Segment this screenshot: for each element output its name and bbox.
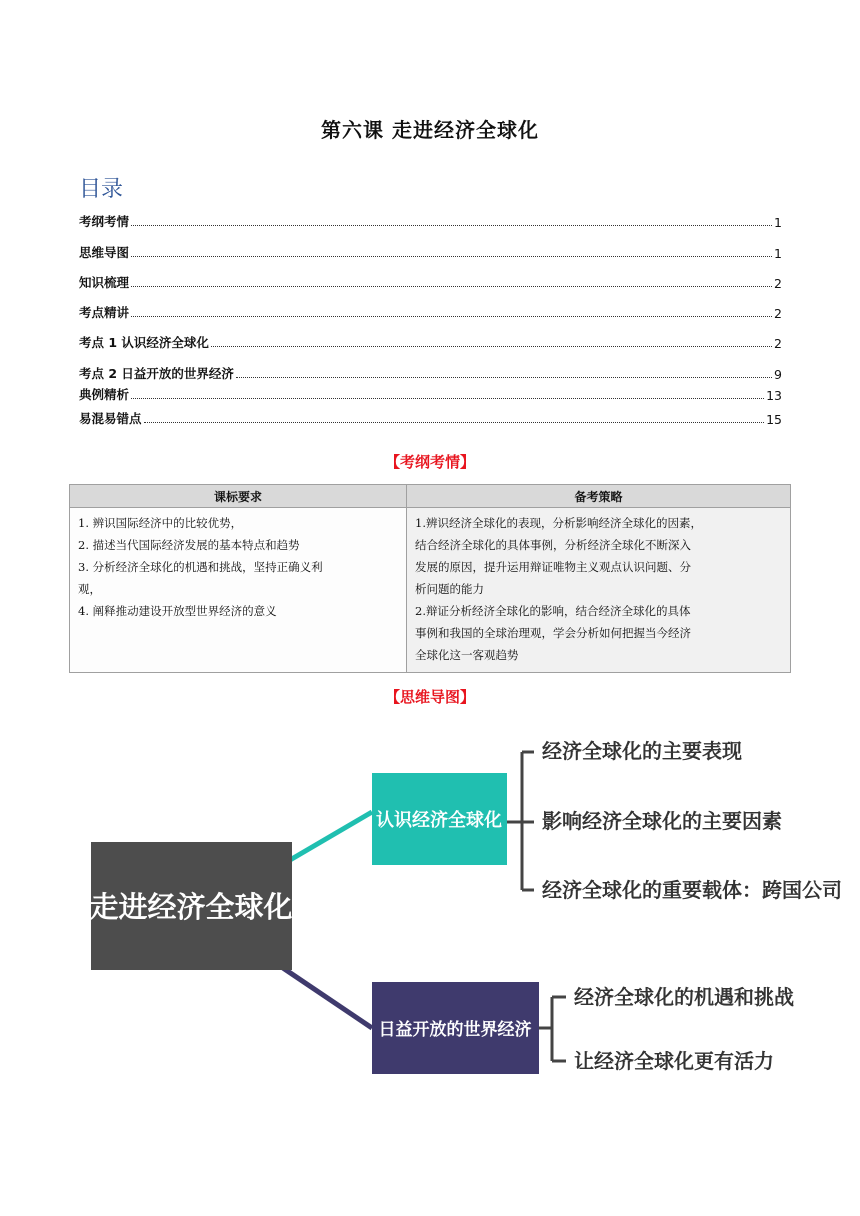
connector-branch1 [290, 812, 372, 860]
toc-entry-page: 9 [774, 367, 782, 382]
requirement-line: 2. 描述当代国际经济发展的基本特点和趋势 [78, 538, 300, 552]
root-node-label: 走进经济全球化 [89, 890, 293, 924]
branch1-node-label: 认识经济全球化 [376, 810, 502, 831]
toc-entry-label: 考纲考情 [79, 214, 130, 229]
leaf-label: 让经济全球化更有活力 [574, 1049, 774, 1073]
leaf-label: 经济全球化的机遇和挑战 [574, 985, 794, 1009]
toc-entry-page: 2 [774, 336, 782, 351]
toc-entry-page: 15 [766, 412, 782, 427]
toc-entry-label: 考点精讲 [79, 305, 130, 320]
toc-entry-page: 2 [774, 306, 782, 321]
bracket-branch2 [539, 997, 566, 1061]
leaf-label: 经济全球化的重要载体：跨国公司 [542, 878, 842, 902]
table-header: 课标要求 [70, 485, 407, 508]
requirement-line: 观， [78, 582, 101, 596]
connector-branch2 [283, 968, 372, 1028]
strategy-line: 事例和我国的全球治理观，学会分析如何把握当今经济 [415, 626, 691, 640]
leaf-label: 经济全球化的主要表现 [542, 739, 742, 763]
leaf-label: 影响经济全球化的主要因素 [542, 809, 782, 833]
toc-entry-label: 考点 1 认识经济全球化 [79, 335, 209, 350]
toc-entry-label: 考点 2 日益开放的世界经济 [79, 366, 234, 381]
toc-entry-page: 2 [774, 276, 782, 291]
toc-entry-label: 典例精析 [79, 387, 130, 402]
requirement-line: 1. 辨识国际经济中的比较优势， [78, 516, 243, 530]
branch2-node-label: 日益开放的世界经济 [378, 1020, 532, 1040]
strategy-line: 析问题的能力 [415, 582, 484, 596]
strategy-line: 发展的原因，提升运用辩证唯物主义观点认识问题、分 [415, 560, 691, 574]
strategy-line: 2.辩证分析经济全球化的影响，结合经济全球化的具体 [415, 604, 691, 618]
document-title: 第六课 走进经济全球化 [321, 118, 539, 142]
toc-entry-label: 知识梳理 [79, 275, 130, 290]
requirement-line: 4. 阐释推动建设开放型世界经济的意义 [78, 604, 277, 618]
section-title-mindmap: 【思维导图】 [384, 688, 475, 706]
section-title-exam: 【考纲考情】 [384, 453, 475, 471]
toc-entry-page: 1 [774, 246, 782, 261]
toc-entry-page: 1 [774, 215, 782, 230]
toc-entry-page: 13 [766, 388, 782, 403]
table-header: 备考策略 [407, 485, 791, 508]
strategy-line: 结合经济全球化的具体事例，分析经济全球化不断深入 [415, 538, 691, 552]
toc-heading: 目录 [79, 177, 124, 202]
bracket-branch1 [507, 752, 534, 890]
requirement-line: 3. 分析经济全球化的机遇和挑战，坚持正确义利 [78, 560, 323, 574]
strategy-line: 全球化这一客观趋势 [415, 648, 519, 662]
toc-entry-label: 易混易错点 [79, 411, 142, 426]
strategy-line: 1.辨识经济全球化的表现，分析影响经济全球化的因素， [415, 516, 702, 530]
toc-entry-label: 思维导图 [79, 245, 130, 260]
